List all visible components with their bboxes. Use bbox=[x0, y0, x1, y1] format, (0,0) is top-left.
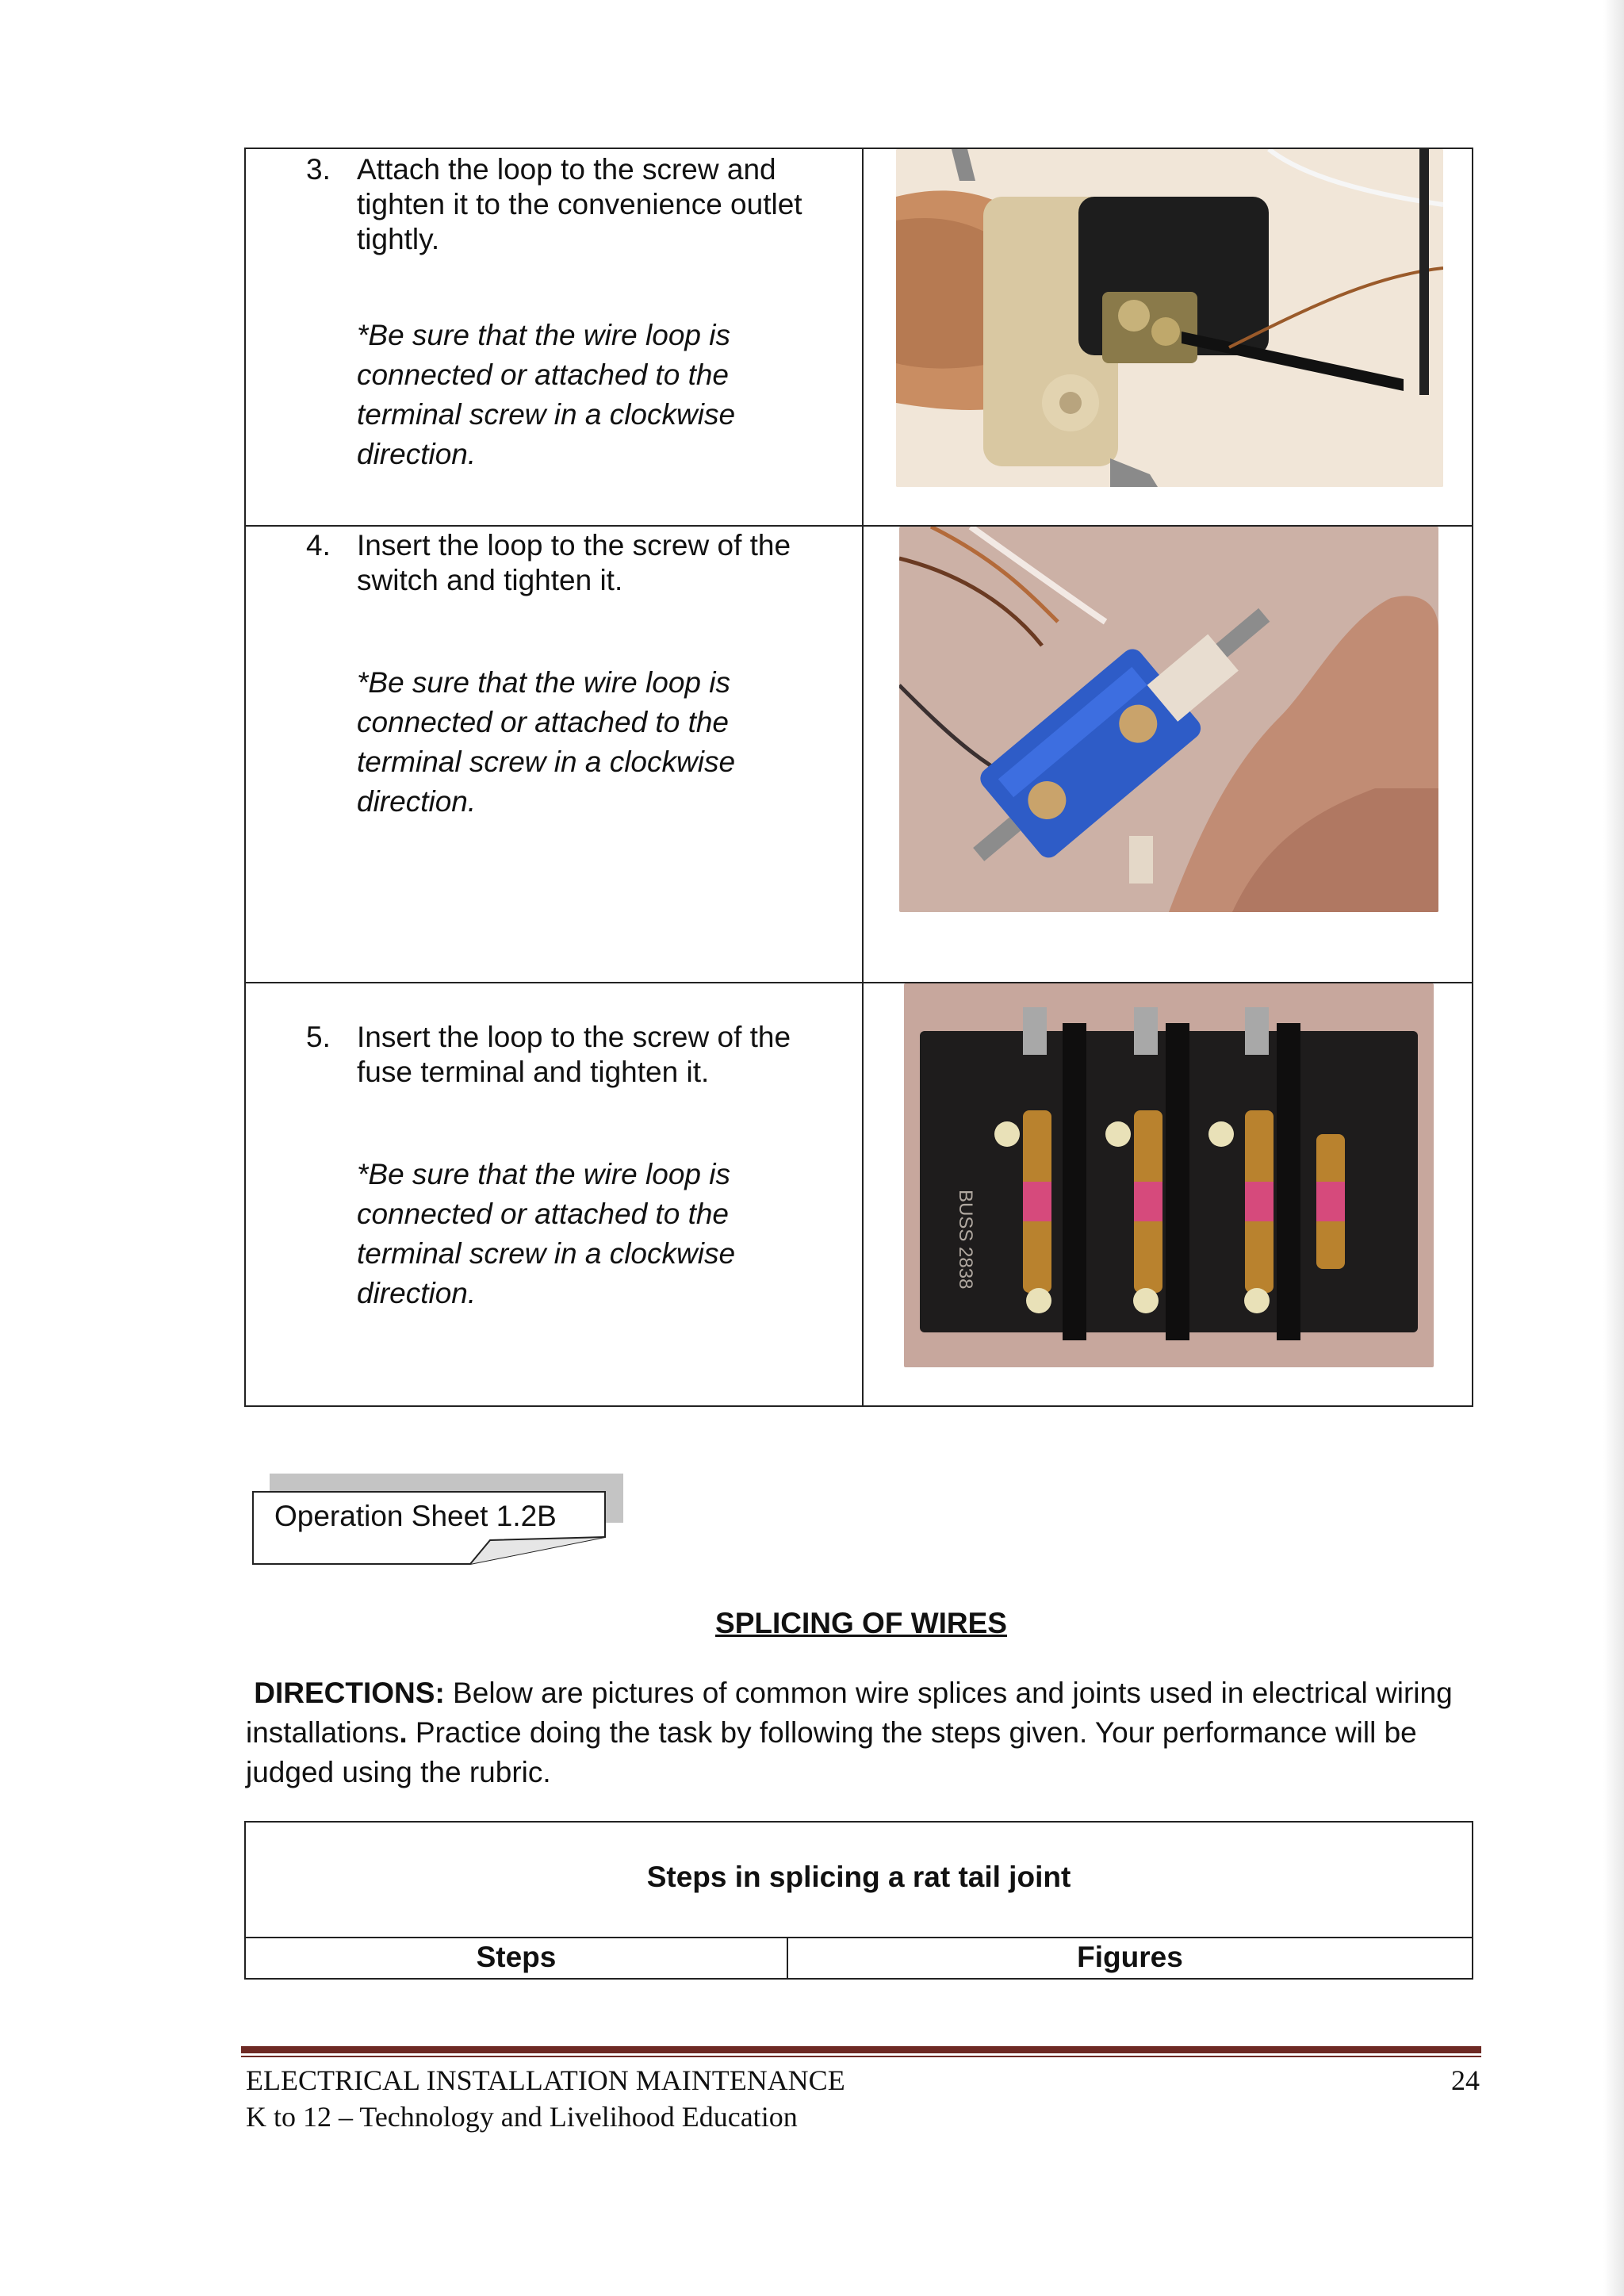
directions-dot: . bbox=[399, 1716, 408, 1749]
step-5 bbox=[306, 1020, 814, 1313]
operation-sheet-label: Operation Sheet 1.2B bbox=[274, 1500, 557, 1532]
switch-photo bbox=[899, 527, 1438, 912]
page-edge-shadow bbox=[1603, 0, 1624, 2296]
fuse-block-photo bbox=[904, 983, 1434, 1367]
footer-program: K to 12 – Technology and Livelihood Education bbox=[246, 2101, 798, 2133]
outlet-photo bbox=[896, 149, 1443, 487]
footer-rule bbox=[241, 2046, 1481, 2053]
footer-rule-thin bbox=[241, 2056, 1481, 2057]
directions-label: DIRECTIONS: bbox=[254, 1677, 445, 1709]
directions-text-1: Below are pictures of common wire splices and joints used in electrical wiring installations bbox=[246, 1677, 1453, 1749]
column-divider bbox=[862, 149, 864, 1405]
rat-tail-table-title: Steps in splicing a rat tail joint bbox=[646, 1861, 1071, 1893]
step-3 bbox=[306, 152, 814, 474]
step-note: *Be sure that the wire loop is connected or attached to the terminal screw in a clockwise direction. bbox=[357, 319, 736, 470]
fuse-brand-label: BUSS 2838 bbox=[955, 1190, 976, 1290]
step-instruction: Insert the loop to the screw of the switch and tighten it. bbox=[357, 529, 791, 596]
step-note: *Be sure that the wire loop is connected or attached to the terminal screw in a clockwise direction. bbox=[357, 1158, 736, 1309]
rat-tail-table bbox=[244, 1821, 1473, 1980]
step-number: 5. bbox=[306, 1021, 331, 1053]
step-number: 3. bbox=[306, 153, 331, 186]
column-header-figures: Figures bbox=[1077, 1941, 1183, 1973]
page-number: 24 bbox=[1451, 2064, 1480, 2096]
operation-sheet-tab bbox=[252, 1491, 606, 1566]
footer-course: ELECTRICAL INSTALLATION MAINTENANCE bbox=[246, 2064, 845, 2096]
footer-text bbox=[246, 2062, 845, 2135]
step-instruction: Attach the loop to the screw and tighten it to the convenience outlet tightly. bbox=[357, 153, 802, 255]
step-number: 4. bbox=[306, 529, 331, 562]
column-header-steps: Steps bbox=[476, 1941, 557, 1973]
step-note: *Be sure that the wire loop is connected or attached to the terminal screw in a clockwise direction. bbox=[357, 666, 736, 818]
section-title: SPLICING OF WIRES bbox=[715, 1607, 1007, 1639]
directions-text-2: Practice doing the task by following the steps given. Your performance will be judged using the rubric. bbox=[246, 1716, 1417, 1788]
directions-paragraph bbox=[246, 1673, 1483, 1792]
step-instruction: Insert the loop to the screw of the fuse terminal and tighten it. bbox=[357, 1021, 791, 1088]
row-divider bbox=[246, 1937, 1472, 1938]
step-4 bbox=[306, 528, 814, 822]
steps-table bbox=[244, 148, 1473, 1407]
